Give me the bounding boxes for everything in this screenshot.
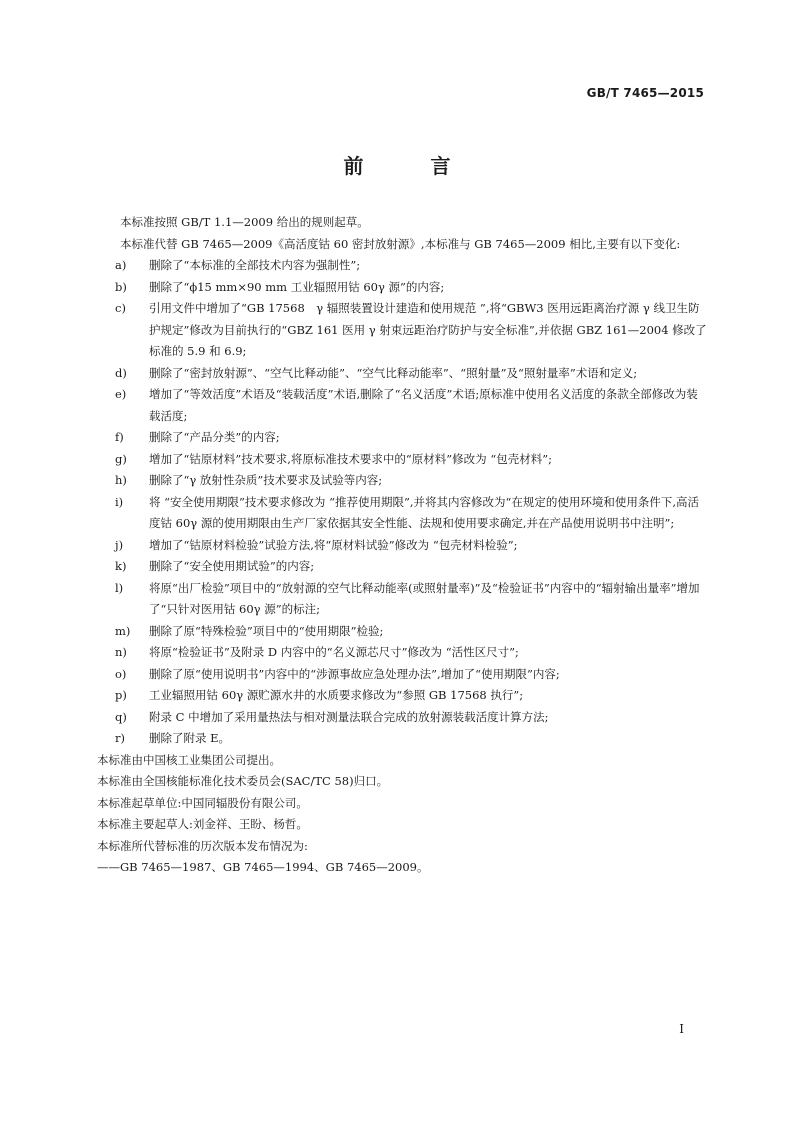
list-item — [97, 578, 707, 621]
list-item-label: r) — [115, 731, 125, 745]
closing-paragraph: ——GB 7465—1987、GB 7465—1994、GB 7465—2009。 — [97, 860, 429, 874]
list-item — [97, 707, 707, 729]
list-item-label: c) — [115, 301, 126, 315]
closing-paragraph: 本标准起草单位:中国同辐股份有限公司。 — [97, 795, 308, 810]
page-title: 前 言 — [343, 154, 481, 178]
list-item-label: i) — [115, 494, 124, 509]
list-item — [97, 685, 707, 707]
list-item — [97, 449, 707, 471]
list-item — [97, 298, 707, 363]
list-item — [97, 384, 707, 427]
list-item-label: f) — [115, 430, 124, 444]
list-item-label: p) — [115, 688, 127, 702]
standard-code: GB/T 7465—2015 — [586, 86, 704, 100]
list-item-label: j) — [115, 537, 124, 552]
list-item-text: 工业辐照用钴 60γ 源贮源水井的水质要求修改为“参照 GB 17568 执行”; — [149, 688, 524, 702]
list-item-text: 将原“出厂检验”项目中的“放射源的空气比释动能率(或照射量率)”及“检验证书”内容中的“辐射输出量率”增加了“只针对医用钴 60γ 源”的标注; — [149, 580, 700, 616]
list-item-label: h) — [115, 473, 127, 487]
list-item — [97, 470, 707, 492]
list-item-text: 删除了附录 E。 — [149, 731, 231, 745]
list-item — [97, 363, 707, 385]
list-item-text: 删除了“安全使用期试验”的内容; — [149, 559, 315, 573]
list-item-label: o) — [115, 666, 127, 681]
list-item-text: 增加了“钴原材料”技术要求,将原标准技术要求中的“原材料”修改为 “包壳材料”; — [149, 451, 552, 466]
list-item-text: 增加了“钴原材料检验”试验方法,将“原材料试验”修改为 “包壳材料检验”; — [149, 537, 518, 552]
list-item — [97, 728, 707, 750]
list-item-label: e) — [115, 387, 127, 401]
list-item — [97, 621, 707, 643]
list-item-text: 删除了“γ 放射性杂质”技术要求及试验等内容; — [149, 473, 383, 487]
list-item-label: n) — [115, 645, 127, 659]
list-item-text: 增加了“等效活度”术语及“装载活度”术语,删除了“名义活度”术语;原标准中使用名义活度的条款全部修改为装载活度; — [149, 387, 698, 423]
closing-paragraph: 本标准由中国核工业集团公司提出。 — [97, 752, 281, 767]
list-item — [97, 255, 707, 277]
list-item-label: k) — [115, 559, 127, 573]
list-item-label: q) — [115, 709, 127, 724]
intro-paragraph: 本标准代替 GB 7465—2009《高活度钴 60 密封放射源》,本标准与 GB 7465—2009 相比,主要有以下变化: — [120, 236, 681, 251]
list-item-text: 删除了“ϕ15 mm×90 mm 工业辐照用钴 60γ 源”的内容; — [149, 279, 445, 294]
intro-paragraph: 本标准按照 GB/T 1.1—2009 给出的规则起草。 — [120, 215, 369, 229]
list-item-text: 删除了“产品分类”的内容; — [149, 430, 280, 444]
list-item — [97, 535, 707, 557]
list-item-text: 附录 C 中增加了采用量热法与相对测量法联合完成的放射源装载活度计算方法; — [149, 709, 549, 724]
list-item-label: m) — [115, 623, 131, 638]
page-number: I — [679, 1022, 684, 1036]
list-item — [97, 427, 707, 449]
list-item — [97, 664, 707, 686]
list-item-text: 将 “安全使用期限”技术要求修改为 “推荐使用期限”,并将其内容修改为“在规定的使用环境和使用条件下,高活度钴 60γ 源的使用期限由生产厂家依据其安全性能、法规和使用要求确定,并在产品使用说明书中注明”; — [149, 494, 700, 530]
list-item-text: 将原“检验证书”及附录 D 内容中的“名义源芯尺寸”修改为 “活性区尺寸”; — [149, 645, 519, 659]
list-item-text: 引用文件中增加了“GB 17568 γ 辐照装置设计建造和使用规范 ”,将“GBW3 医用远距离治疗源 γ 线卫生防护规定”修改为目前执行的“GBZ 161 医用 γ 射束远距治疗防护与安全标准”,并依据 GBZ 161—2004 修改了标准的 5.9 和 6.9; — [149, 301, 707, 358]
list-item-label: l) — [115, 580, 124, 595]
list-item-label: b) — [115, 279, 127, 294]
list-item-label: d) — [115, 365, 127, 380]
list-item — [97, 642, 707, 664]
list-item-label: g) — [115, 451, 127, 466]
list-item — [97, 492, 707, 535]
foreword-body — [97, 212, 707, 879]
list-item-text: 删除了“密封放射源”、“空气比释动能”、“空气比释动能率”、“照射量”及“照射量率”术语和定义; — [149, 365, 638, 380]
list-item-text: 删除了原“特殊检验”项目中的“使用期限”检验; — [149, 623, 384, 638]
list-item-text: 删除了“本标准的全部技术内容为强制性”; — [149, 258, 361, 272]
list-item — [97, 277, 707, 299]
closing-paragraph: 本标准主要起草人:刘金祥、王盼、杨哲。 — [97, 817, 308, 831]
list-item-label: a) — [115, 258, 127, 272]
list-item — [97, 556, 707, 578]
list-item-text: 删除了原“使用说明书”内容中的“涉源事故应急处理办法”,增加了“使用期限”内容; — [149, 666, 560, 681]
closing-paragraph: 本标准所代替标准的历次版本发布情况为: — [97, 838, 308, 853]
closing-paragraph: 本标准由全国核能标准化技术委员会(SAC/TC 58)归口。 — [97, 774, 389, 788]
